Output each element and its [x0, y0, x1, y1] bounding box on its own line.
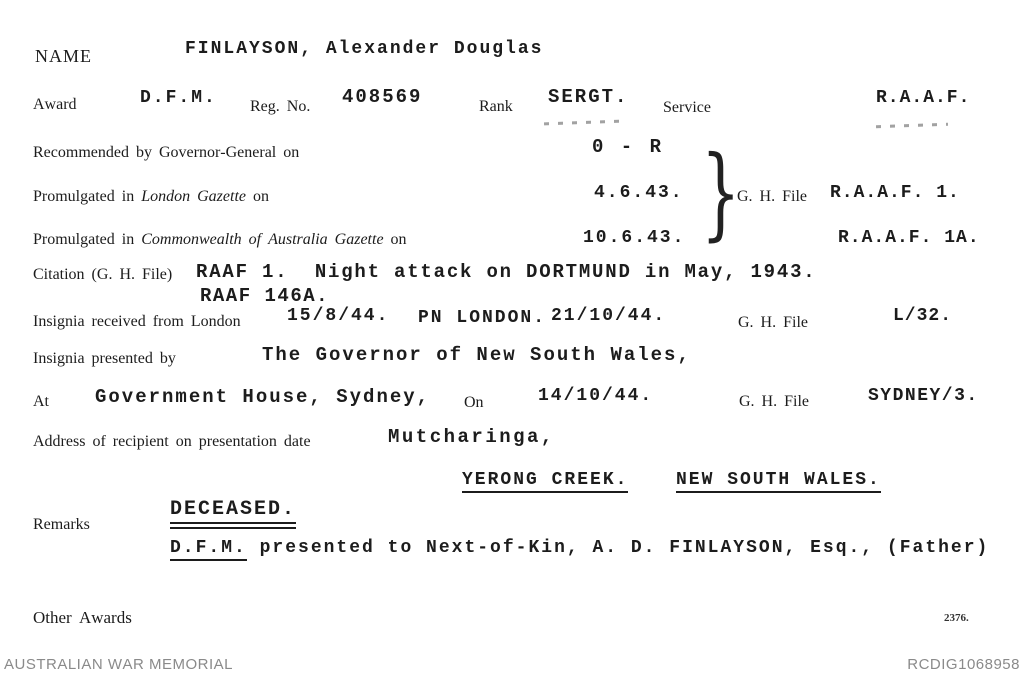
service-value: R.A.A.F. [876, 88, 971, 108]
reg-no-value: 408569 [342, 86, 423, 108]
promulgated-australia-gazette: Commonwealth of Australia Gazette [141, 231, 384, 248]
address-label: Address of recipient on presentation date [33, 433, 311, 450]
scan-smudge [544, 120, 622, 126]
other-awards-label: Other Awards [33, 608, 132, 627]
promulgated-london-label [33, 188, 269, 206]
promulgated-london-prefix: Promulgated in [33, 188, 135, 205]
page-number: 2376. [944, 612, 969, 624]
award-label: Award [33, 96, 77, 113]
at-gh-file-label: G. H. File [739, 393, 809, 410]
award-value: D.F.M. [140, 88, 217, 108]
recommended-label: Recommended by Governor-General on [33, 144, 300, 161]
name-label: NAME [35, 46, 92, 66]
citation-label: Citation (G. H. File) [33, 266, 173, 283]
insignia-received-date2: 21/10/44. [551, 306, 667, 326]
insignia-gh-file-value: L/32. [893, 306, 953, 326]
viewer-footer [0, 651, 1024, 678]
reg-no-label: Reg. No. [250, 98, 311, 115]
citation-line2: RAAF 146A. [200, 285, 330, 307]
address-town: YERONG CREEK. [462, 470, 628, 493]
remarks-line2 [170, 538, 989, 558]
footer-record-id: RCDIG1068958 [907, 656, 1020, 673]
address-value-line1: Mutcharinga, [388, 426, 555, 448]
promulgated-london-value: 4.6.43. [594, 183, 684, 203]
gh-file-value-2: R.A.A.F. 1A. [838, 228, 980, 248]
rank-label: Rank [479, 98, 513, 115]
remarks-deceased-text: DECEASED. [170, 498, 296, 524]
insignia-received-label: Insignia received from London [33, 313, 241, 330]
promulgated-london-gazette: London Gazette [141, 188, 246, 205]
promulgated-australia-suffix: on [390, 231, 407, 248]
gh-file-label: G. H. File [737, 188, 807, 205]
gh-file-value-1: R.A.A.F. 1. [830, 183, 960, 203]
recommended-value: 0 - R [592, 136, 665, 158]
promulgated-australia-value: 10.6.43. [583, 228, 686, 248]
insignia-presented-label: Insignia presented by [33, 350, 176, 367]
remarks-line2-rest: presented to Next-of-Kin, A. D. FINLAYSON, Esq., (Father) [259, 538, 990, 558]
on-value: 14/10/44. [538, 386, 654, 406]
remarks-label: Remarks [33, 516, 90, 533]
service-label: Service [663, 99, 711, 116]
address-state: NEW SOUTH WALES. [676, 470, 881, 493]
insignia-gh-file-label: G. H. File [738, 314, 808, 331]
citation-line1: RAAF 1. Night attack on DORTMUND in May, 1943. [196, 261, 817, 283]
at-value: Government House, Sydney, [95, 386, 431, 408]
insignia-received-via: PN LONDON. [418, 308, 547, 328]
insignia-presented-value: The Governor of New South Wales, [262, 344, 691, 366]
on-label: On [464, 394, 484, 411]
promulgated-australia-prefix: Promulgated in [33, 231, 135, 248]
rank-value: SERGT. [548, 86, 629, 108]
promulgated-australia-label [33, 231, 407, 249]
scan-smudge [876, 123, 948, 129]
brace-glyph: } [701, 134, 741, 251]
at-gh-file-value: SYDNEY/3. [868, 386, 979, 406]
name-value: FINLAYSON, Alexander Douglas [185, 39, 544, 59]
remarks-deceased [170, 498, 296, 529]
promulgated-london-suffix: on [253, 188, 269, 205]
at-label: At [33, 393, 49, 410]
remarks-dfm: D.F.M. [170, 538, 247, 561]
insignia-received-date1: 15/8/44. [287, 306, 390, 326]
footer-institution: AUSTRALIAN WAR MEMORIAL [4, 656, 234, 673]
